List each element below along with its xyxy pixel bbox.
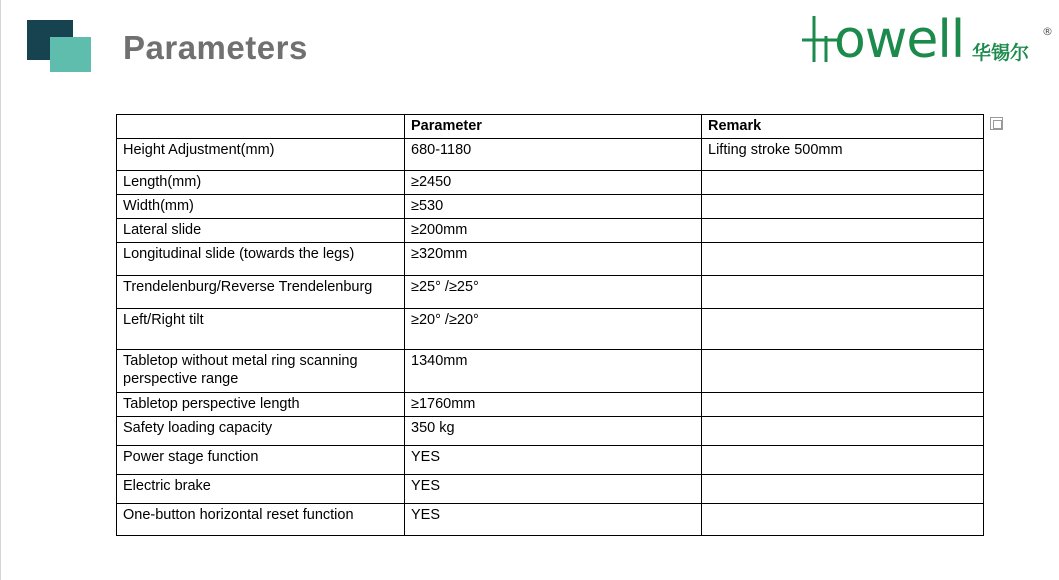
row-name: Height Adjustment(mm) [117,139,405,171]
row-remark [702,446,984,475]
row-value: ≥2450 [405,171,702,195]
slide-edge [0,0,1,580]
row-remark [702,309,984,350]
brand-chinese-name: 华锡尔 [972,42,1030,64]
table-header-row [117,115,984,139]
row-value: 1340mm [405,350,702,393]
table-row [117,195,984,219]
table-row [117,393,984,417]
header-remark: Remark [702,115,984,139]
row-value: ≥320mm [405,243,702,276]
brand-wordmark: owell [834,10,965,70]
row-remark [702,171,984,195]
table-row [117,139,984,171]
table-row [117,171,984,195]
table-row [117,475,984,504]
row-value: ≥1760mm [405,393,702,417]
table-row [117,417,984,446]
parameters-table [116,114,984,536]
row-value: ≥25° /≥25° [405,276,702,309]
page-title: Parameters [123,29,308,66]
table-row [117,504,984,536]
row-name: Trendelenburg/Reverse Trendelenburg [117,276,405,309]
row-name: Safety loading capacity [117,417,405,446]
logo-teal-square [50,37,91,72]
row-name: Tabletop perspective length [117,393,405,417]
table-row [117,350,984,393]
row-name: Tabletop without metal ring scanning perspective range [117,350,405,393]
section-logo-squares [27,20,91,72]
row-remark [702,350,984,393]
row-value: YES [405,475,702,504]
row-value: 680-1180 [405,139,702,171]
row-remark [702,417,984,446]
row-value: 350 kg [405,417,702,446]
row-remark [702,393,984,417]
row-name: Left/Right tilt [117,309,405,350]
row-remark: Lifting stroke 500mm [702,139,984,171]
table-row [117,243,984,276]
row-name: Power stage function [117,446,405,475]
table-row [117,276,984,309]
header-parameter: Parameter [405,115,702,139]
row-value: YES [405,504,702,536]
row-remark [702,243,984,276]
header-name [117,115,405,139]
row-value: ≥530 [405,195,702,219]
table-row [117,219,984,243]
row-value: ≥20° /≥20° [405,309,702,350]
table-row [117,309,984,350]
table-row [117,446,984,475]
row-name: One-button horizontal reset function [117,504,405,536]
registered-mark: ® [1042,25,1053,38]
brand-logo [802,10,1052,70]
row-remark [702,276,984,309]
row-remark [702,475,984,504]
table-select-icon[interactable] [990,117,1003,130]
row-name: Length(mm) [117,171,405,195]
row-name: Width(mm) [117,195,405,219]
row-value: ≥200mm [405,219,702,243]
row-remark [702,219,984,243]
row-remark [702,504,984,536]
row-name: Longitudinal slide (towards the legs) [117,243,405,276]
row-name: Electric brake [117,475,405,504]
row-value: YES [405,446,702,475]
row-name: Lateral slide [117,219,405,243]
row-remark [702,195,984,219]
